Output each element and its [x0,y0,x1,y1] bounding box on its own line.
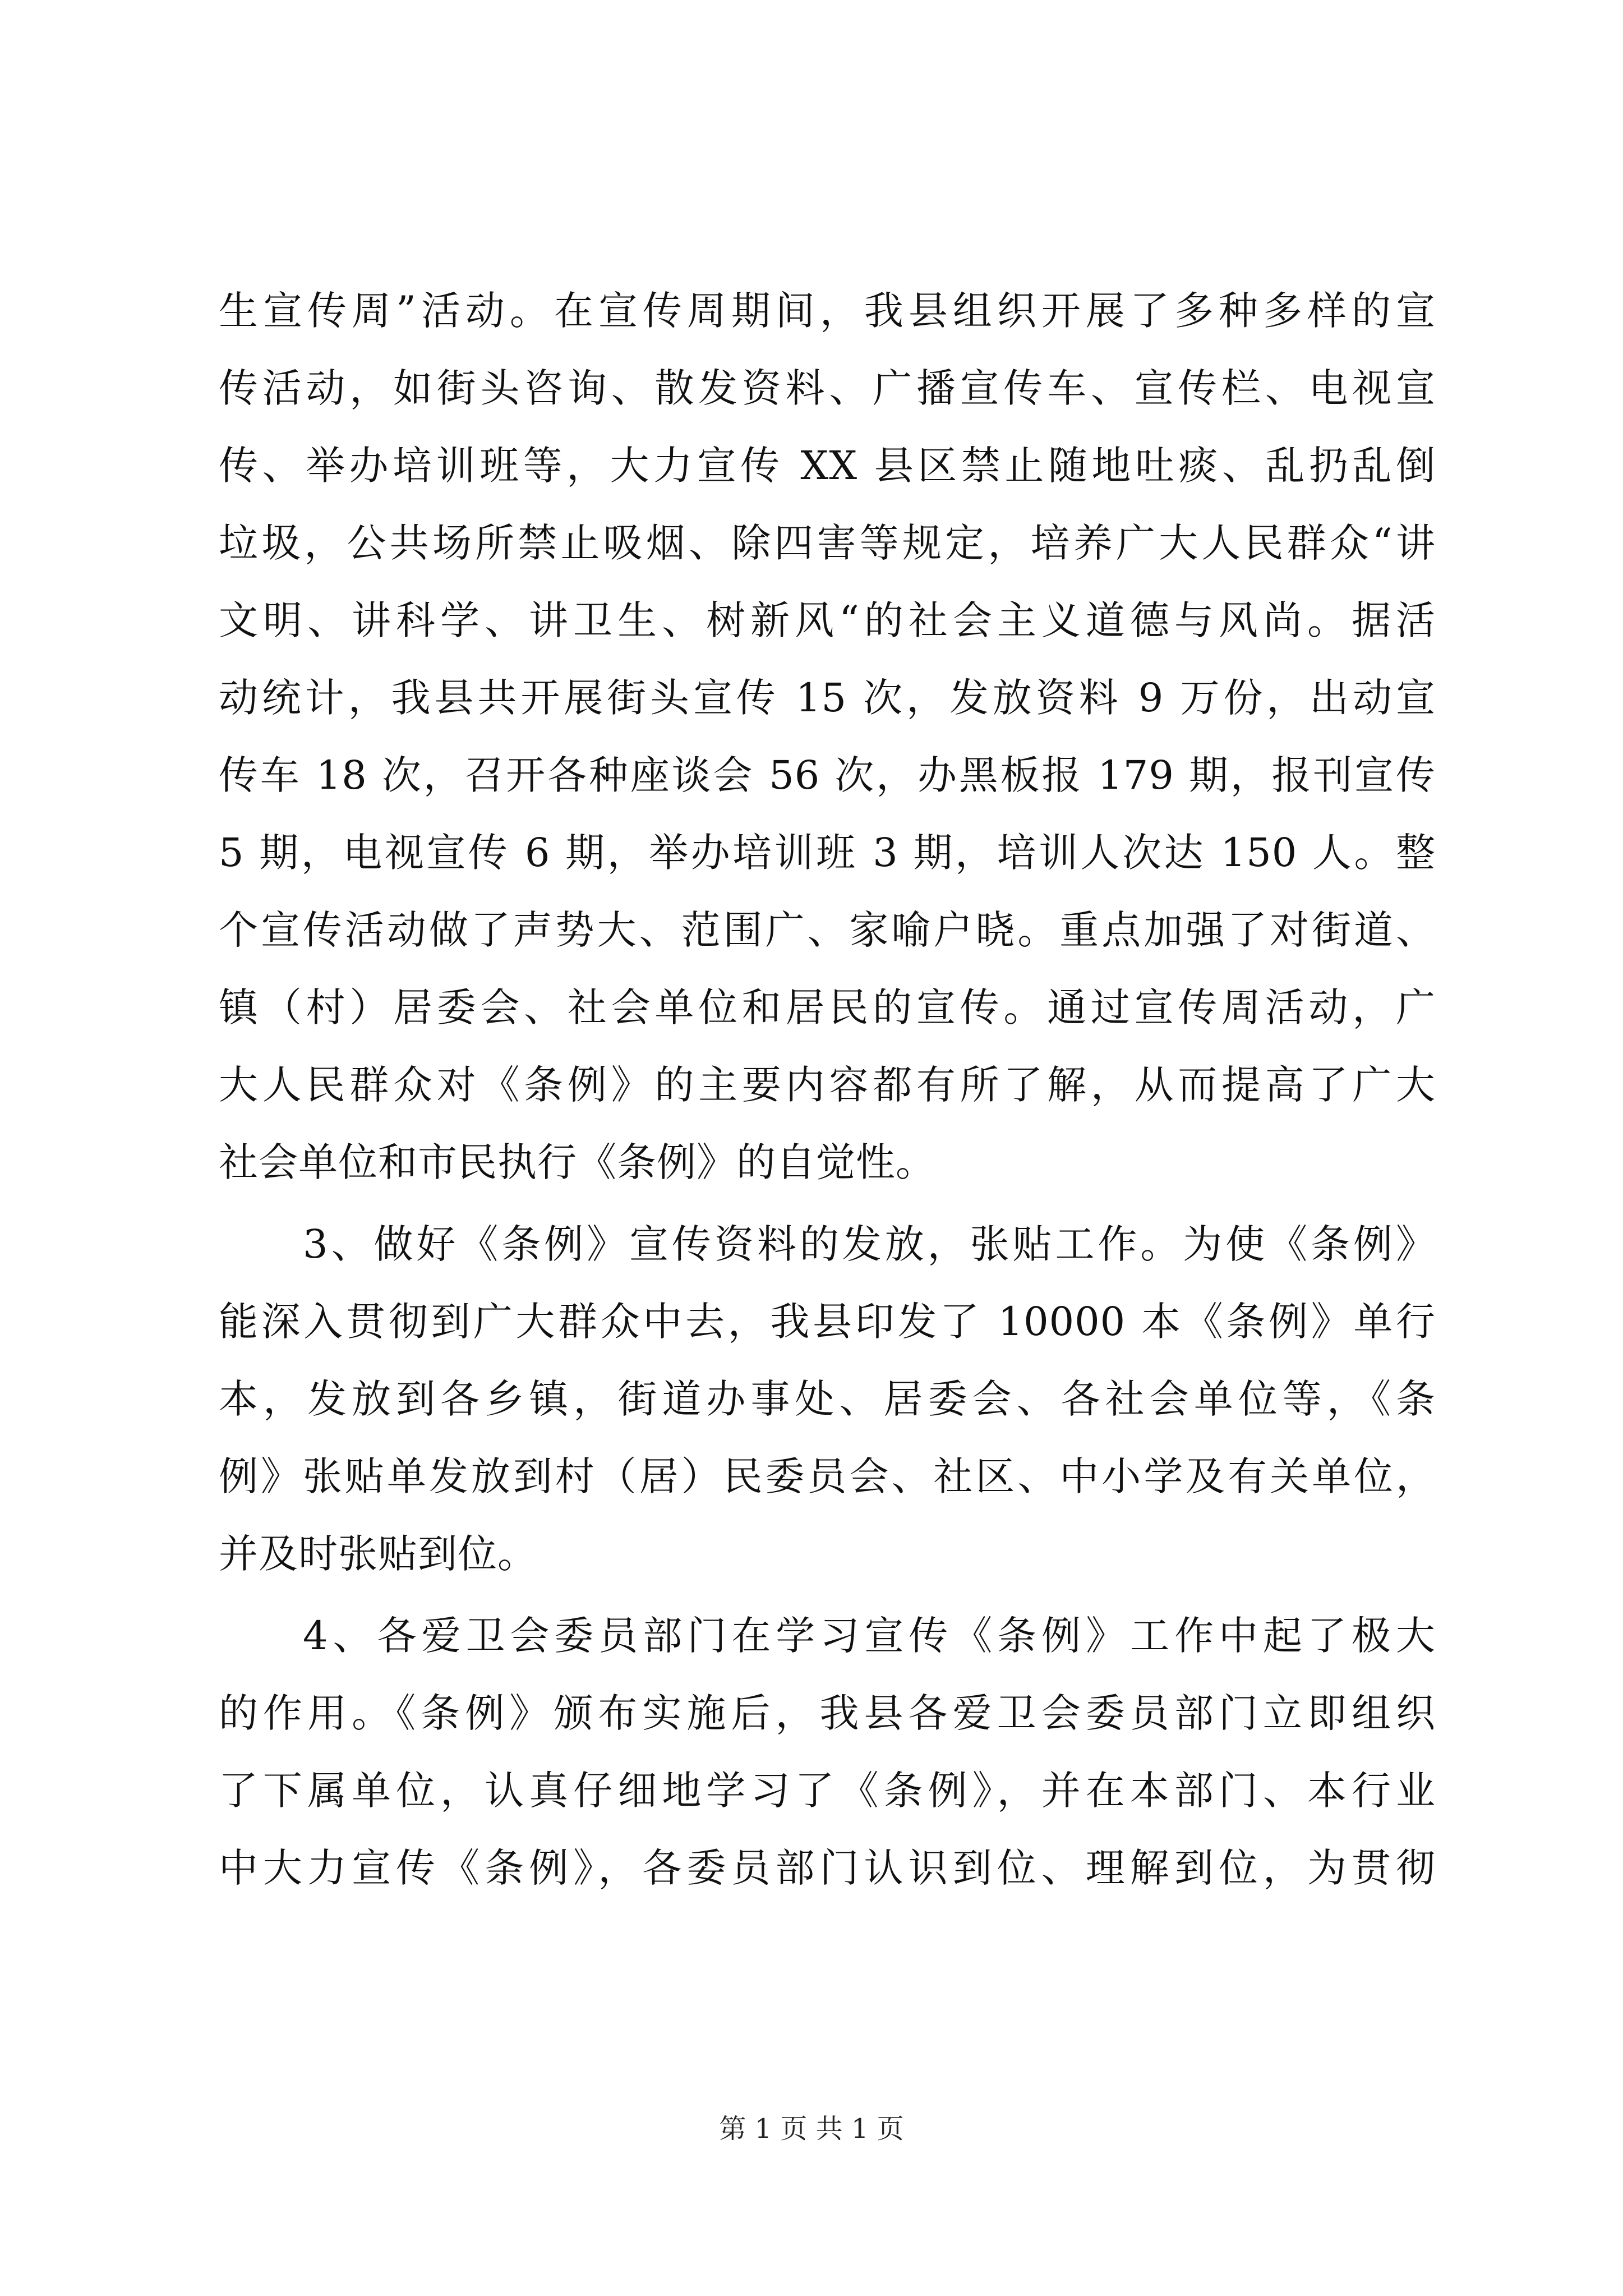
text-line: 大人民群众对《条例》的主要内容都有所了解，从而提高了广大 [219,1062,1436,1108]
text-line: 例》张贴单发放到村（居）民委员会、社区、中小学及有关单位， [219,1453,1436,1499]
text-line: 社会单位和市民执行《条例》的自觉性。 [219,1139,935,1185]
paragraph-1 [219,272,1436,1201]
text-line: 的作用。《条例》颁布实施后，我县各爱卫会委员部门立即组织 [219,1690,1436,1736]
text-line: 生宣传周”活动。在宣传周期间，我县组织开展了多种多样的宣 [219,288,1436,334]
text-line: 3、做好《条例》宣传资料的发放，张贴工作。为使《条例》 [303,1221,1436,1267]
text-line: 本，发放到各乡镇，街道办事处、居委会、各社会单位等，《条 [219,1376,1436,1422]
text-line: 个宣传活动做了声势大、范围广、家喻户晓。重点加强了对街道、 [219,907,1436,953]
text-line: 中大力宣传《条例》，各委员部门认识到位、理解到位，为贯彻 [219,1845,1436,1891]
paragraph-spacing [219,1593,1436,1597]
text-line: 能深入贯彻到广大群众中去，我县印发了 10000 本《条例》单行 [219,1299,1436,1345]
paragraph-spacing [219,1201,1436,1205]
text-line: 垃圾，公共场所禁止吸烟、除四害等规定，培养广大人民群众“讲 [219,520,1436,566]
paragraph-2 [219,1205,1436,1593]
text-line: 传、举办培训班等，大力宣传 XX 县区禁止随地吐痰、乱扔乱倒 [219,443,1436,489]
paragraph-3 [219,1597,1436,1907]
text-line: 并及时张贴到位。 [219,1531,537,1577]
text-line: 了下属单位，认真仔细地学习了《条例》，并在本部门、本行业 [219,1768,1436,1814]
text-line: 动统计，我县共开展街头宣传 15 次，发放资料 9 万份，出动宣 [219,675,1436,721]
text-line: 文明、讲科学、讲卫生、树新风“的社会主义道德与风尚。据活 [219,597,1436,643]
text-line: 传活动，如街头咨询、散发资料、广播宣传车、宣传栏、电视宣 [219,365,1436,411]
page-number-footer: 第 1 页 共 1 页 [719,2113,904,2145]
text-line: 5 期，电视宣传 6 期，举办培训班 3 期，培训人次达 150 人。整 [219,830,1436,876]
text-line: 传车 18 次，召开各种座谈会 56 次，办黑板报 179 期，报刊宣传 [219,752,1436,798]
text-line: 4、各爱卫会委员部门在学习宣传《条例》工作中起了极大 [303,1613,1436,1659]
document-body [219,272,1436,1907]
text-line: 镇（村）居委会、社会单位和居民的宣传。通过宣传周活动，广 [219,984,1436,1030]
